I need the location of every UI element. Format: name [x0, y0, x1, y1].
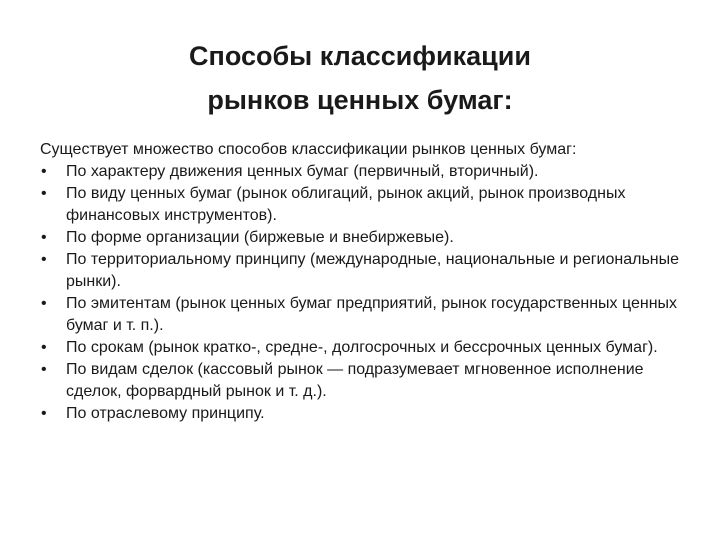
bullet-icon: • [41, 295, 47, 312]
bullet-list [40, 161, 680, 425]
bullet-icon: • [41, 229, 47, 246]
bullet-icon: • [41, 405, 47, 422]
list-item [40, 183, 680, 227]
slide-title-line-2: рынков ценных бумаг: [207, 85, 513, 115]
list-item-text: По видам сделок (кассовый рынок — подразумевает мгновенное исполнение сделок, форвардный рынок и т. д.). [66, 361, 644, 400]
bullet-icon: • [41, 185, 47, 202]
list-item-text: По отраслевому принципу. [66, 405, 265, 422]
list-item-text: По эмитентам (рынок ценных бумаг предприятий, рынок государственных ценных бумаг и т. п.). [66, 295, 678, 334]
list-item-text: По характеру движения ценных бумаг (первичный, вторичный). [66, 163, 539, 180]
list-item [40, 403, 680, 425]
list-item [40, 227, 680, 249]
list-item [40, 359, 680, 403]
bullet-icon: • [41, 361, 47, 378]
list-item [40, 249, 680, 293]
list-item [40, 337, 680, 359]
slide-title-line-1: Способы классификации [189, 41, 531, 71]
slide-title [120, 34, 600, 122]
list-item-text: По виду ценных бумаг (рынок облигаций, рынок акций, рынок производных финансовых инструментов). [66, 185, 626, 224]
list-item-text: По срокам (рынок кратко-, средне-, долгосрочных и бессрочных ценных бумаг). [66, 339, 658, 356]
bullet-icon: • [41, 339, 47, 356]
list-item [40, 293, 680, 337]
list-item-text: По форме организации (биржевые и внебиржевые). [66, 229, 454, 246]
bullet-icon: • [41, 251, 47, 268]
list-item [40, 161, 680, 183]
list-item-text: По территориальному принципу (международные, национальные и региональные рынки). [66, 251, 680, 290]
slide-body [40, 139, 680, 425]
intro-text: Существует множество способов классификации рынков ценных бумаг: [40, 141, 577, 158]
bullet-icon: • [41, 163, 47, 180]
